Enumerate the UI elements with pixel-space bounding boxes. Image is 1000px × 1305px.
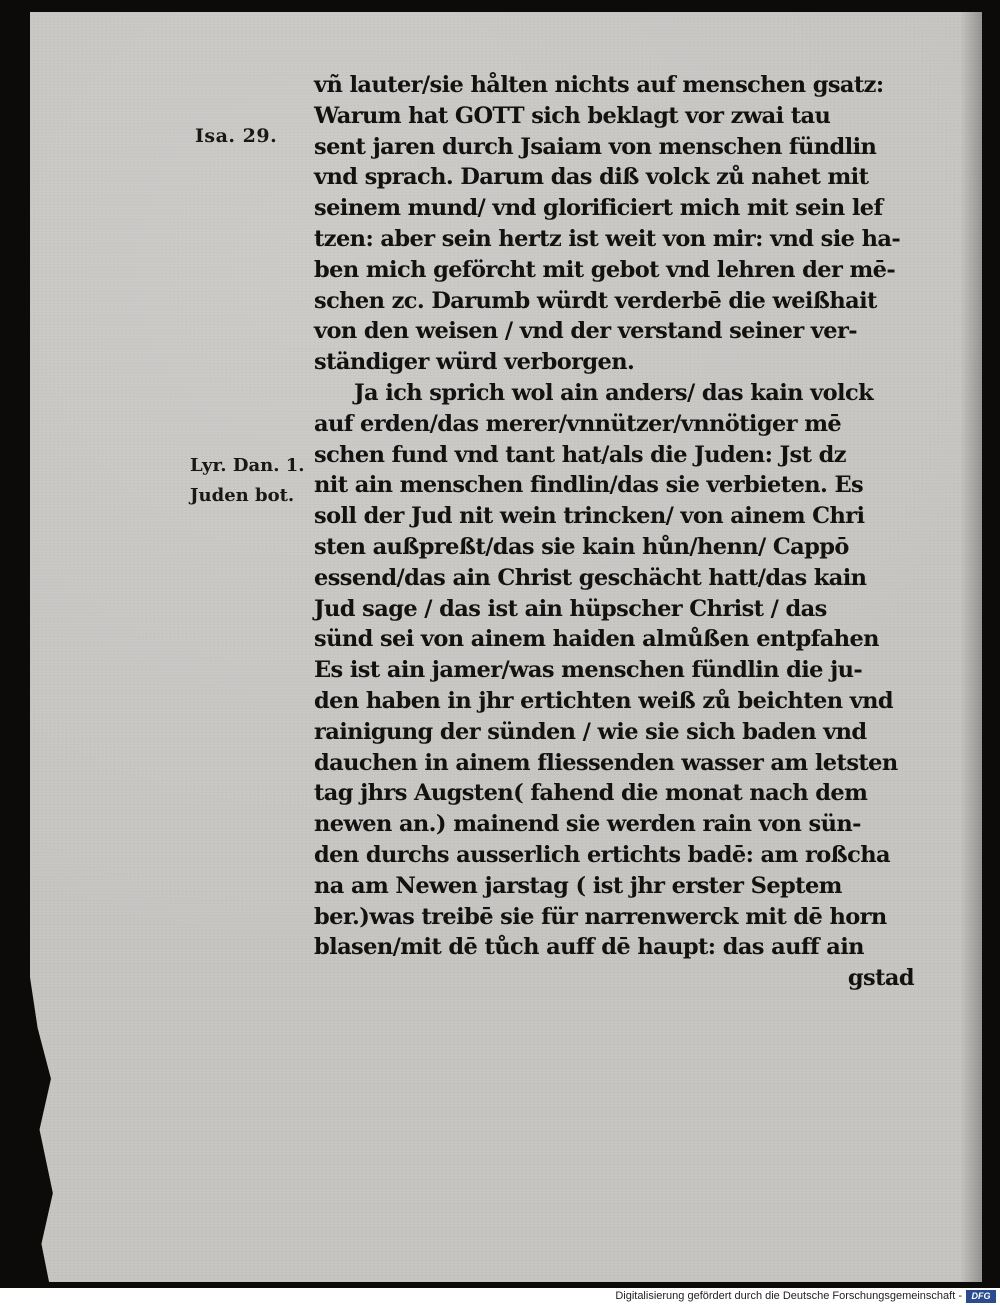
text-line-3: sent jaren durch Jsaiam von menschen fündlin bbox=[314, 133, 877, 160]
text-line-25: newen an.) mainend sie werden rain von sün- bbox=[314, 811, 861, 838]
dfg-logo-icon: DFG bbox=[966, 1290, 996, 1303]
text-line-5: seinem mund/ vnd glorificiert mich mit sein lef bbox=[314, 195, 883, 222]
gutter-shadow bbox=[960, 12, 982, 1282]
text-line-13: schen fund vnd tant hat/als die Juden: Jst dz bbox=[314, 441, 846, 468]
text-line-14: nit ain menschen findlin/das sie verbieten. Es bbox=[314, 472, 864, 499]
text-line-21: den haben in jhr ertichten weiß zů beichten vnd bbox=[314, 687, 894, 714]
text-line-24: tag jhrs Augsten( fahend die monat nach dem bbox=[314, 780, 868, 807]
text-line-8: schen zc. Darumb würdt verderbē die weißhait bbox=[314, 287, 877, 314]
text-line-26: den durchs ausserlich ertichts badē: am roßcha bbox=[314, 841, 890, 868]
text-line-9: von den weisen / vnd der verstand seiner ver- bbox=[314, 318, 857, 345]
text-line-1: vñ lauter/sie hålten nichts auf menschen gsatz: bbox=[314, 72, 884, 98]
text-line-4: vnd sprach. Darum das diß volck zů nahet mit bbox=[314, 164, 869, 191]
text-line-10: ständiger würd verborgen. bbox=[314, 349, 635, 376]
text-line-29: blasen/mit dē tůch auff dē haupt: das auff ain bbox=[314, 934, 864, 961]
text-line-6: tzen: aber sein hertz ist weit von mir: vnd sie ha- bbox=[314, 225, 901, 252]
footer-bar bbox=[0, 1288, 1000, 1305]
margin-note-lyra: Lyr. Dan. 1. bbox=[190, 455, 305, 476]
text-line-20: Es ist ain jamer/was menschen fündlin die ju- bbox=[314, 657, 863, 684]
text-line-11: Ja ich sprich wol ain anders/ das kain volck bbox=[354, 379, 874, 406]
text-line-17: essend/das ain Christ geschächt hatt/das kain bbox=[314, 564, 867, 591]
text-line-16: sten außpreßt/das sie kain hůn/henn/ Cappō bbox=[314, 533, 849, 560]
text-line-23: dauchen in ainem fliessenden wasser am letsten bbox=[314, 749, 898, 776]
main-text-block bbox=[314, 70, 914, 994]
footer-credit: Digitalisierung gefördert durch die Deutsche Forschungsgemeinschaft - bbox=[615, 1290, 962, 1302]
text-line-15: soll der Jud nit wein trincken/ von ainem Chri bbox=[314, 503, 865, 530]
margin-note-juden: Juden bot. bbox=[190, 485, 295, 506]
text-line-28: ber.)was treibē sie für narrenwerck mit dē horn bbox=[314, 903, 887, 930]
text-line-2: Warum hat GOTT sich beklagt vor zwai tau bbox=[314, 102, 831, 129]
text-line-22: rainigung der sünden / wie sie sich baden vnd bbox=[314, 718, 867, 745]
text-line-7: ben mich geförcht mit gebot vnd lehren der mē- bbox=[314, 256, 896, 283]
text-line-18: Jud sage / das ist ain hüpscher Christ / das bbox=[314, 595, 827, 622]
text-line-19: sünd sei von ainem haiden almůßen entpfahen bbox=[314, 626, 879, 653]
text-line-12: auf erden/das merer/vnnützer/vnnötiger mē bbox=[314, 410, 842, 437]
margin-note-isaiah: Isa. 29. bbox=[195, 125, 278, 147]
catchword: gstad bbox=[847, 965, 914, 992]
text-line-27: na am Newen jarstag ( ist jhr erster Septem bbox=[314, 872, 842, 899]
